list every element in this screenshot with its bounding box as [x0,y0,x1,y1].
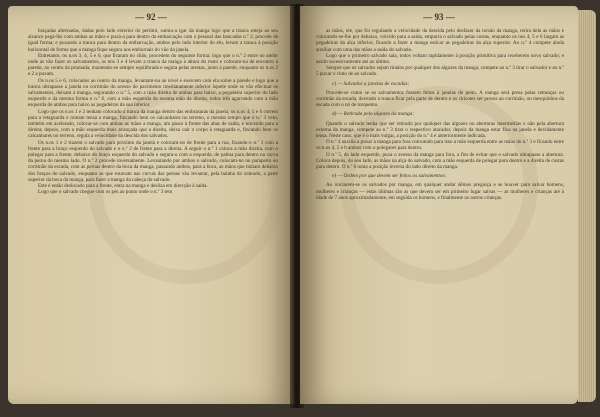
paragraph: Procede-se como se os salvamentos fossem feitos à janelas de peito. A manga será presa pelas retranças ou corrimão da escada, devendo a tranca ficar pela parte de dentro e os chicotes ser presos ao corrimão, ou mesquinhos da escada com o nó de torquemo. [316,89,564,109]
paragraph: Este é então deslocado para a frente, entra na manga e desliza em direcção à saída. [38,183,208,190]
section-heading: c) — Salvados a janelas de escadas: [332,80,410,87]
paragraph: O n.º 4 auxilia a puxar a manga para fora colocando para isso a mão esquerda entre as mãos do n.º 3 e ficando entre os n.os 4, 5 e 6 ambos com o polegares para dentro. [316,139,564,152]
paragraph: Logo que os n.os 1 e 2 tenham colocado a tranca da manga dentro das embrasuras da janela, os n.os 4, 5 e 6 correm para a retaguarda e tomam tensa a manga, fincando bem os calcanhares no terreno, o mesmo tempo que o n.º 3 vem, também em acelerado, colocar-se com ambas as mãos a manga, um passo à frente das abas de saída, e torcendo para a direita; depois, com a mão esquerda mais avançada que a direita, deixa cair o corpo à retaguarda e, fincando bem os calcanhares no terreno, regula a velocidade da descida dos salvados. [28,108,278,140]
paragraph: Quando o salvado tenha que ser retirado por qualquer das algozes ou aberturas intermédias e não pela abertura externa da manga, compete ao n.º 3 tirar o respectivo atacador, depois da manga estar fixa na janela e devidamente tensa. Neste caso, que é o mais vulgar, a posição do n.º 4 é anteriormente indicada. [316,120,564,140]
left-page-body [28,28,278,195]
left-page-number: — 92 — [135,12,167,22]
paragraph: braçadas alternadas, dadas pelo lado exterior do petrimi, sumiu-a igar da manga logo que a tranca esteja ao seu alcance pegá-lhe com ambas as mãos e puxá-a para dentro da embarcação com o pessoal das bancadas n.º 2, procede de igual forma; e puxando a tranca para dentro da embarcação, ambos pelo lado interior do elo, levam a tranca à posição horizontal de forma que a manga fique segura nos embornais do vão da janela. [28,28,278,53]
paragraph: Logo que o primeiro salvado saia, todos voltam rapidamente à posição primitiva para receberem novo salvado; e assim sucessivamente até ao último. [316,52,564,66]
paragraph: Os n.os 1 e 2 trazem o salvado para próximo da janela e colocam-no de frente para a rua, fixando-o n.º 1 com a frente para a braço esquerdo do salvado e o n.º 2 de frente para a direita. A seguir o n.º 1 coloca a mão direita, com o polegar para a frente, debaixo do braço esquerdo do salvado e segura-o com a esquerda, de palma para dentro na curva da perna do mesmo lado. O n.º 2 procede inversamente. Levantando por ambos o salvado, colocam-no no parapeito ou corrimão da escada, com as pernas dentro da boca da manga, passando ambos, para a boca, as mãos que tinham debaixo dos braços do salvado, enquanto as que estavam nas curvas das pernas vão levantar, pela bainha do sobrado, a parte superior da boca da manga, para fazer a manga da cabeça do salvado. [28,139,278,183]
paragraph: Sempre que os salvados sejam tirados por qualquer dos algozes da manga, compete ao n.º 3 tirar o salvador e ao n.º 5 puxar o cinto de ao salvado. [316,65,564,78]
paragraph: Logo que o salvado chegue com os pés ao ponto onde o n.º 3 tem [38,189,173,196]
left-page [8,6,294,404]
paragraph: Ao iniciarem-se os salvados por manga, em qualquer andar dêmos preguiça e se houver para salvar homens, mulheres e crianças — estas últimas são as que devem ser em primeiro lugar salvas — as mulheres e crianças até à idade de 7 anos aproximadamente, em seguida os homens, e finalmente os outros crianças. [316,182,564,201]
paragraph: as mãos, ele, que foi regulando a velocidade da descida pelo desfazer da torsão da manga, retira dela as mãos e colocando-se-lhe por debaixo, volvido para a saída, empurra o salvado pelas costas, enquanto os nos 4, 5 e 6 largam as pegadeiras da alça inferior, ficando a fazer a manga esticar as pegadeiras da alça superior. Ao n.º 4 compete ainda auxiliar com uma das mãos a saída do salvado. [316,28,564,53]
right-page-number: — 93 — [423,12,455,22]
paragraph: Entretanto, os n.os 3, 4, 5 e 6, que ficaram no chão, procedem do seguinte forma: logo que o n.º 2 entre no andor onde as vão fazer os salvamentos, os nos 3 e 4 levam a tranca da manga à altura do rosto e colocam-na de encontro à parede, ao centro da prumada, mantendo-se sempre equilibrada e segura pelas arestas, junto à parede, enquanto os n.os 2 e 2 a puxam. [28,52,278,78]
paragraph: Os n.os 5 e 6, colocados ao centro da manga, levantam-na ao nível e exercem com ela sobre a parede e logo que a tranca ultrapasse a janela ou corrimão do acesso do pavimento imediatamente inferior àquele onde se vão efectuar os salvamentos, deixam a manga, segurando o n.º 5, com a mão direita de ambas para baixo, a pegadeira superior do lado esquerdo e da mesma forma o n.º 6, com a mão esquerda da mesma mão da direita, todos três agarrando com a mão esquerda de ambas para baixo as pegadeiras da sua inferior. [28,77,278,109]
section-heading: d) — Retirada pelo algozes da manga: [332,111,415,118]
right-page [300,6,578,404]
right-page-body [316,28,564,201]
paragraph: O n.º 5, do lado esquerdo, puxa o avesso da manga para fora, a fim de evitar que o salvado ultrapasse a abertura. Coloca depois, do seu lado, as mãos na alça do salvado, com a mão esquerda de polegar para dentro e a direita de costas para dentro. O n.º 6 toma a posição inversa do lado direito da manga. [316,151,564,171]
page-block-edge [578,10,596,402]
section-heading: e) — Ordem por que devem ser feitos os salvamentos: [332,173,447,180]
